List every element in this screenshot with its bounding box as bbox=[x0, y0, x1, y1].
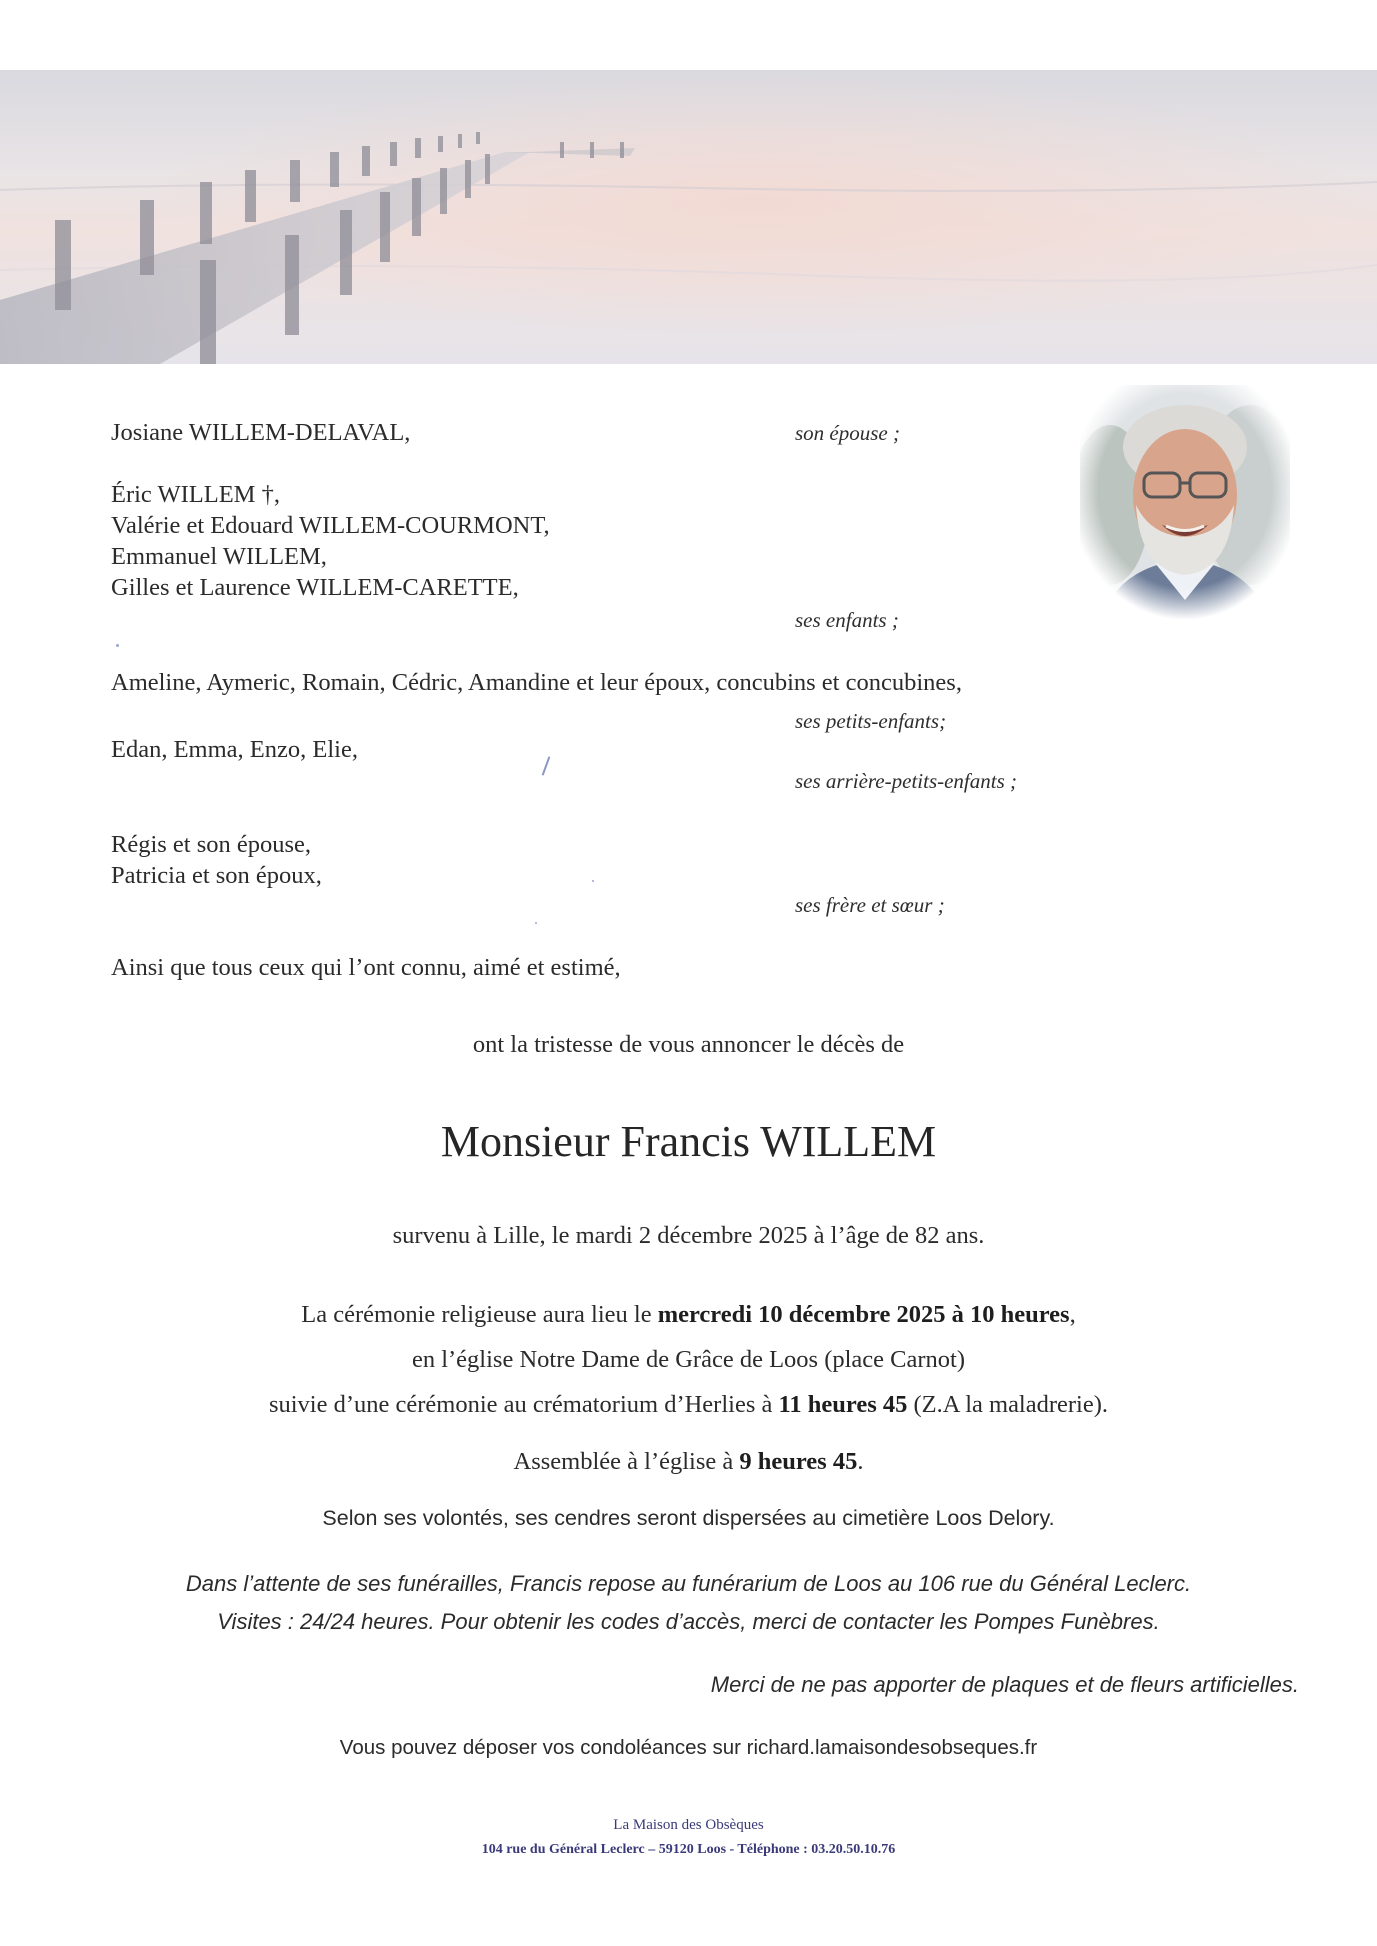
grandchildren-names: Ameline, Aymeric, Romain, Cédric, Amandine et leur époux, concubins et concubines, bbox=[111, 669, 962, 696]
ceremony-line-1-end: , bbox=[1069, 1301, 1076, 1328]
deceased-portrait-image bbox=[1080, 385, 1290, 620]
child-name-1: Éric WILLEM †, bbox=[111, 481, 280, 508]
grandchildren-relation: ses petits-enfants; bbox=[795, 709, 947, 733]
children-relation: ses enfants ; bbox=[795, 608, 899, 632]
announcement-text: ont la tristesse de vous annoncer le décès de bbox=[472, 1031, 905, 1058]
scan-speck bbox=[592, 880, 594, 882]
assembly-time: 9 heures 45 bbox=[739, 1448, 858, 1475]
footer-company: La Maison des Obsèques bbox=[613, 1817, 764, 1833]
ceremony-line-3-text: suivie d’une cérémonie au crématorium d’Herlies à bbox=[268, 1391, 773, 1418]
scan-mark bbox=[542, 756, 551, 775]
header-banner-image bbox=[0, 70, 1377, 364]
ceremony-line-1-text: La cérémonie religieuse aura lieu le bbox=[301, 1301, 652, 1328]
ashes-line: Selon ses volontés, ses cendres seront dispersées au cimetière Loos Delory. bbox=[322, 1506, 1055, 1530]
ceremony-line-3 bbox=[0, 1393, 1377, 1418]
spouse-name: Josiane WILLEM-DELAVAL, bbox=[111, 419, 411, 446]
scan-speck bbox=[535, 922, 537, 924]
funerarium-line-1: Dans l’attente de ses funérailles, Francis repose au funérarium de Loos au 106 rue du Général Leclerc. bbox=[185, 1571, 1192, 1596]
condolences-line: Vous pouvez déposer vos condoléances sur richard.lamaisondesobseques.fr bbox=[339, 1736, 1038, 1759]
deceased-name: Monsieur Francis WILLEM bbox=[440, 1117, 937, 1166]
pier-landscape-illustration bbox=[0, 70, 1377, 364]
assembly-text: Assemblée à l’église à bbox=[513, 1448, 734, 1475]
sibling-name-1: Régis et son épouse, bbox=[111, 831, 312, 858]
footer-address: 104 rue du Général Leclerc – 59120 Loos - Téléphone : 03.20.50.10.76 bbox=[481, 1842, 896, 1857]
great-grandchildren-relation: ses arrière-petits-enfants ; bbox=[795, 769, 1018, 793]
sibling-name-2: Patricia et son époux, bbox=[111, 862, 322, 889]
request-line: Merci de ne pas apporter de plaques et de fleurs artificielles. bbox=[710, 1672, 1299, 1697]
child-name-2: Valérie et Edouard WILLEM-COURMONT, bbox=[111, 512, 550, 539]
assembly-end: . bbox=[857, 1448, 864, 1475]
child-name-3: Emmanuel WILLEM, bbox=[111, 543, 327, 570]
ceremony-line-1 bbox=[0, 1303, 1377, 1328]
portrait-photo bbox=[1080, 385, 1290, 620]
ceremony-line-3-end: (Z.A la maladrerie). bbox=[913, 1391, 1109, 1418]
siblings-relation: ses frère et sœur ; bbox=[795, 893, 945, 917]
death-info: survenu à Lille, le mardi 2 décembre 2025 à l’âge de 82 ans. bbox=[392, 1222, 985, 1249]
assembly-line bbox=[0, 1450, 1377, 1475]
ceremony-line-2: en l’église Notre Dame de Grâce de Loos (place Carnot) bbox=[411, 1346, 966, 1373]
child-name-4: Gilles et Laurence WILLEM-CARETTE, bbox=[111, 574, 519, 601]
great-grandchildren-names: Edan, Emma, Enzo, Elie, bbox=[111, 736, 358, 763]
cremation-time: 11 heures 45 bbox=[778, 1391, 908, 1418]
spouse-relation: son épouse ; bbox=[795, 421, 900, 445]
funerarium-line-2: Visites : 24/24 heures. Pour obtenir les codes d’accès, merci de contacter les Pompes Funèbres. bbox=[217, 1609, 1160, 1634]
scan-speck bbox=[116, 644, 119, 647]
others-line: Ainsi que tous ceux qui l’ont connu, aimé et estimé, bbox=[111, 954, 621, 981]
ceremony-date: mercredi 10 décembre 2025 à 10 heures bbox=[657, 1301, 1070, 1328]
